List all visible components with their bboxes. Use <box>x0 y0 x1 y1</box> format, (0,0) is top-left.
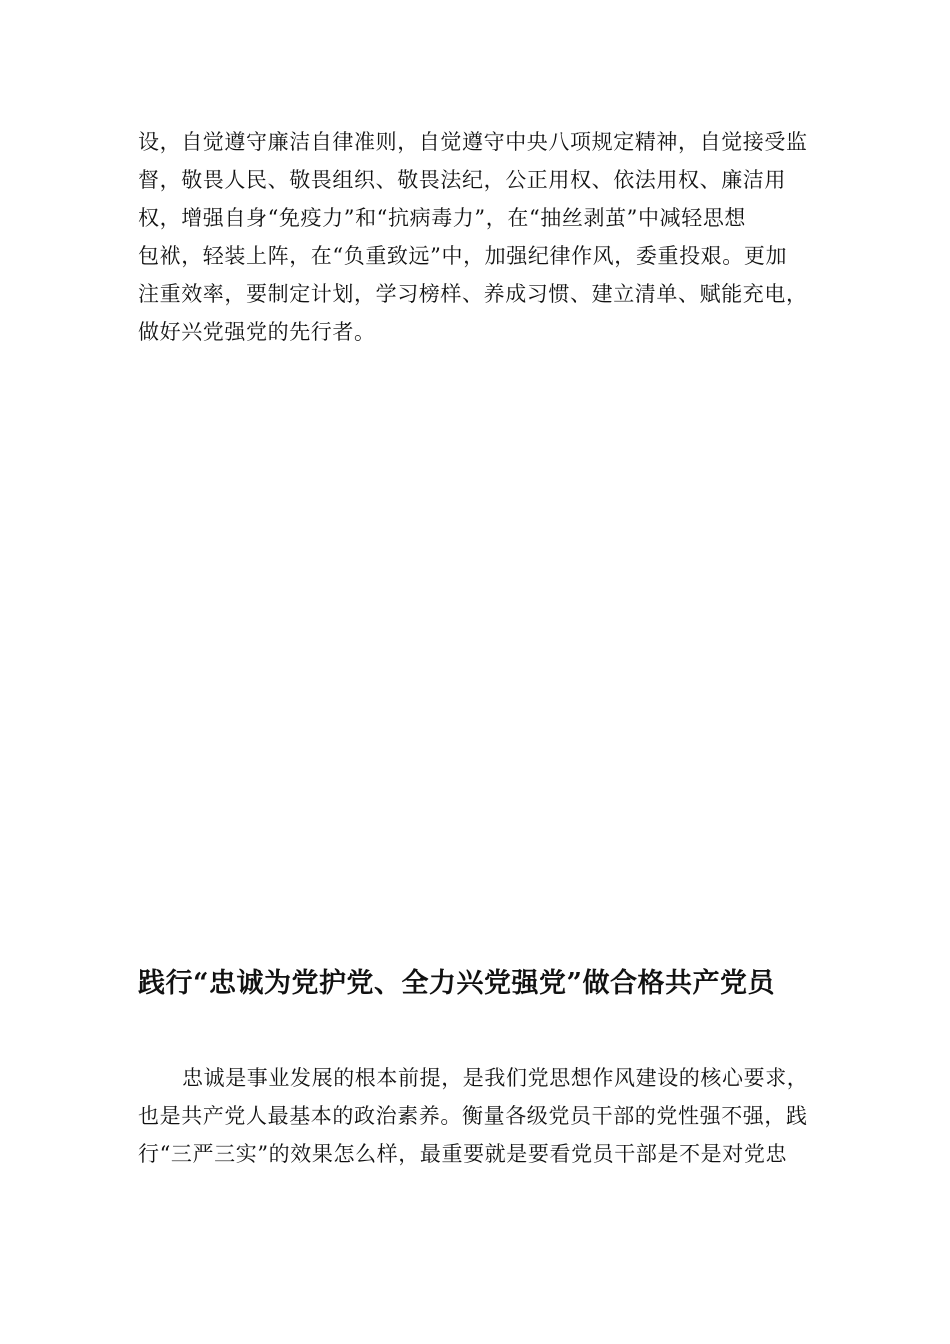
text-line: 督，敬畏人民、敬畏组织、敬畏法纪，公正用权、依法用权、廉洁用 <box>138 168 786 192</box>
paragraph-intro <box>138 1059 838 1173</box>
text-line: 权，增强自身“免疫力”和“抗病毒力”，在“抽丝剥茧”中减轻思想 <box>138 206 747 230</box>
text-line: 忠诚是事业发展的根本前提，是我们党思想作风建设的核心要求， <box>182 1066 809 1090</box>
paragraph-continuation <box>138 123 838 351</box>
text-line: 注重效率，要制定计划，学习榜样、养成习惯、建立清单、赋能充电， <box>138 282 808 306</box>
text-line: 设，自觉遵守廉洁自律准则，自觉遵守中央八项规定精神，自觉接受监 <box>138 130 808 154</box>
text-line: 行“三严三实”的效果怎么样，最重要就是要看党员干部是不是对党忠 <box>138 1142 788 1166</box>
article-title: 践行“忠诚为党护党、全力兴党强党”做合格共产党员 <box>138 968 776 999</box>
text-line: 包袱，轻装上阵，在“负重致远”中，加强纪律作风，委重投艰。更加 <box>138 244 788 268</box>
text-line: 也是共产党人最基本的政治素养。衡量各级党员干部的党性强不强，践 <box>138 1104 808 1128</box>
text-line: 做好兴党强党的先行者。 <box>138 320 376 344</box>
